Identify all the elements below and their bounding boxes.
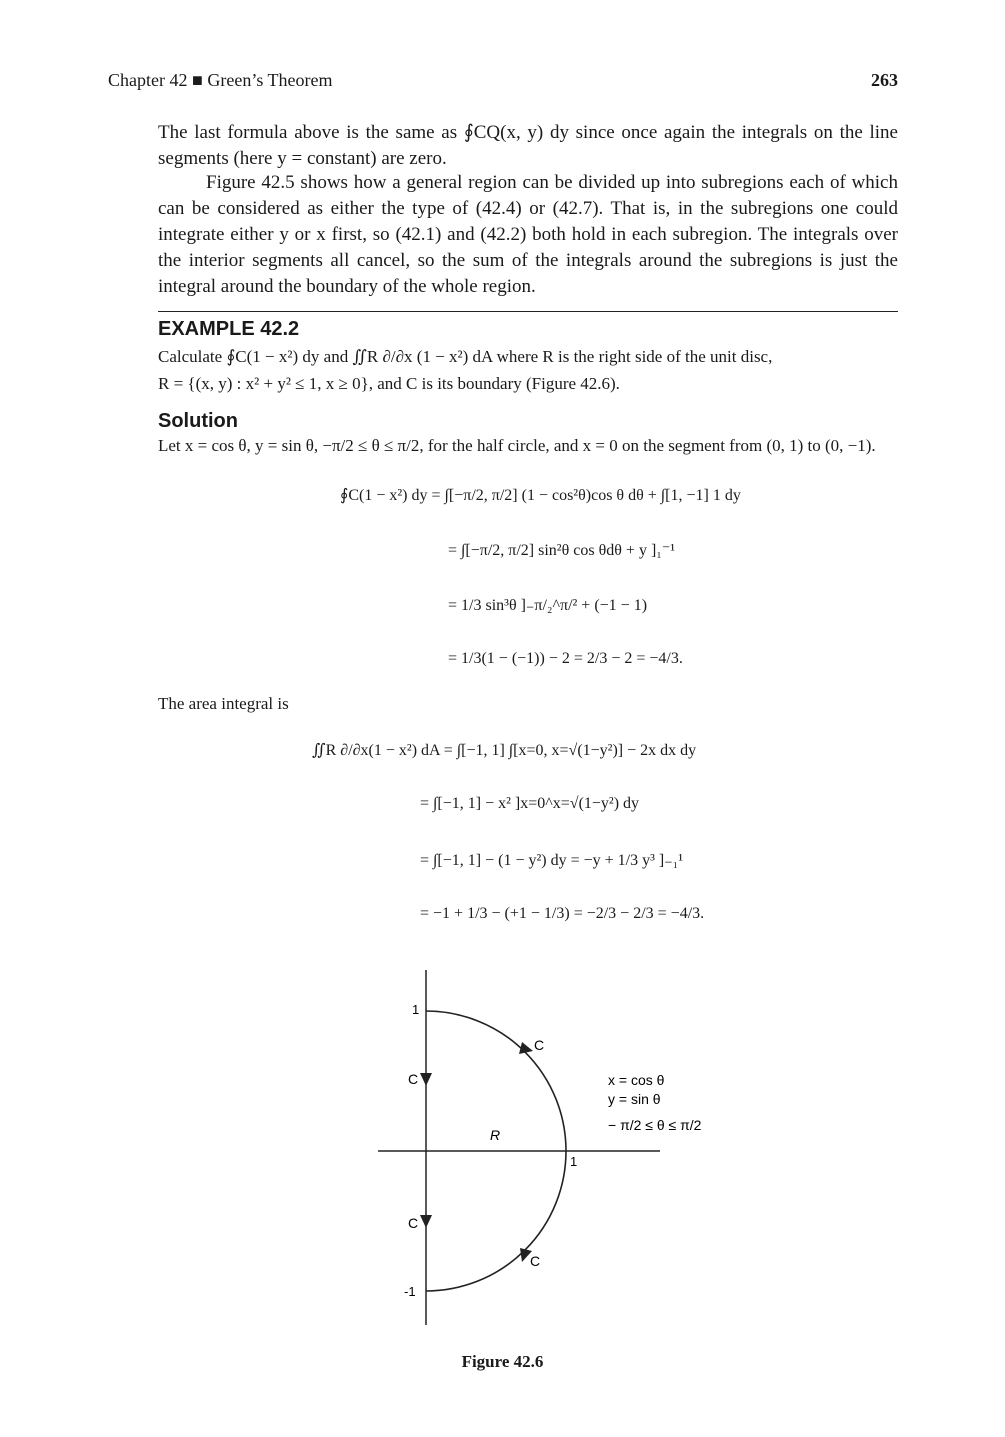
running-title: Chapter 42 ■ Green’s Theorem	[108, 70, 333, 90]
label-c-arc-lower: C	[530, 1253, 541, 1269]
tick-label-y-bottom: -1	[404, 1284, 416, 1299]
area-intro: The area integral is	[158, 694, 289, 713]
area-integral-step-3: = ∫[−1, 1] − (1 − y²) dy = −y + 1/3 y³ ]₋₁¹	[420, 852, 684, 869]
area-integral-step-2: = ∫[−1, 1] − x² ]x=0^x=√(1−y²) dy	[420, 795, 640, 812]
line-integral-step-4: = 1/3(1 − (−1)) − 2 = 2/3 − 2 = −4/3.	[448, 650, 683, 667]
page-number: 263	[871, 70, 898, 90]
area-integral-step-4: = −1 + 1/3 − (+1 − 1/3) = −2/3 − 2/3 = −4/3.	[420, 905, 705, 922]
label-region-r: R	[490, 1127, 501, 1143]
label-c-left-lower: C	[408, 1215, 419, 1231]
param-range: − π/2 ≤ θ ≤ π/2	[608, 1117, 702, 1133]
paragraph-2: Figure 42.5 shows how a general region can be divided up into subregions each of which can be considered as either the type of (42.4) or (42.7). That is, in the subregions one could integrate either y or x first, so (42.1) and (42.2) both hold in each subregion. The integrals over the interior segments all cancel, so the sum of the integrals around the subregions is just the integral around the boundary of the whole region.	[158, 172, 898, 297]
tick-label-x-right: 1	[570, 1154, 578, 1169]
example-statement-line2: R = {(x, y) : x² + y² ≤ 1, x ≥ 0}, and C is its boundary (Figure 42.6).	[158, 374, 620, 393]
label-c-arc-upper: C	[534, 1037, 545, 1053]
line-integral-step-2: = ∫[−π/2, π/2] sin²θ cos θdθ + y ]₁⁻¹	[448, 542, 676, 559]
example-statement-line1: Calculate ∮C(1 − x²) dy and ∬R ∂/∂x (1 − x²) dA where R is the right side of the unit disc,	[158, 347, 773, 366]
tick-label-y-top: 1	[412, 1002, 420, 1017]
figure-caption: Figure 42.6	[461, 1352, 544, 1371]
label-c-left-upper: C	[408, 1071, 419, 1087]
down-arrow-lower	[420, 1215, 432, 1228]
solution-line: Let x = cos θ, y = sin θ, −π/2 ≤ θ ≤ π/2, for the half circle, and x = 0 on the segment from (0, 1) to (0, −1).	[158, 436, 876, 455]
paragraph-1: The last formula above is the same as ∮CQ(x, y) dy since once again the integrals on the line segments (here y = constant) are zero.	[158, 122, 898, 169]
arc-arrow-upper	[519, 1042, 533, 1054]
line-integral-step-1: ∮C(1 − x²) dy = ∫[−π/2, π/2] (1 − cos²θ)cos θ dθ + ∫[1, −1] 1 dy	[340, 487, 741, 504]
param-y: y = sin θ	[608, 1091, 661, 1107]
line-integral-step-3: = 1/3 sin³θ ]₋π/₂^π/² + (−1 − 1)	[448, 597, 648, 614]
param-x: x = cos θ	[608, 1072, 665, 1088]
area-integral-step-1: ∬R ∂/∂x(1 − x²) dA = ∫[−1, 1] ∫[x=0, x=√(1−y²)] − 2x dx dy	[312, 742, 697, 759]
solution-heading: Solution	[158, 410, 238, 432]
down-arrow-upper	[420, 1073, 432, 1086]
example-heading: EXAMPLE 42.2	[158, 318, 300, 340]
